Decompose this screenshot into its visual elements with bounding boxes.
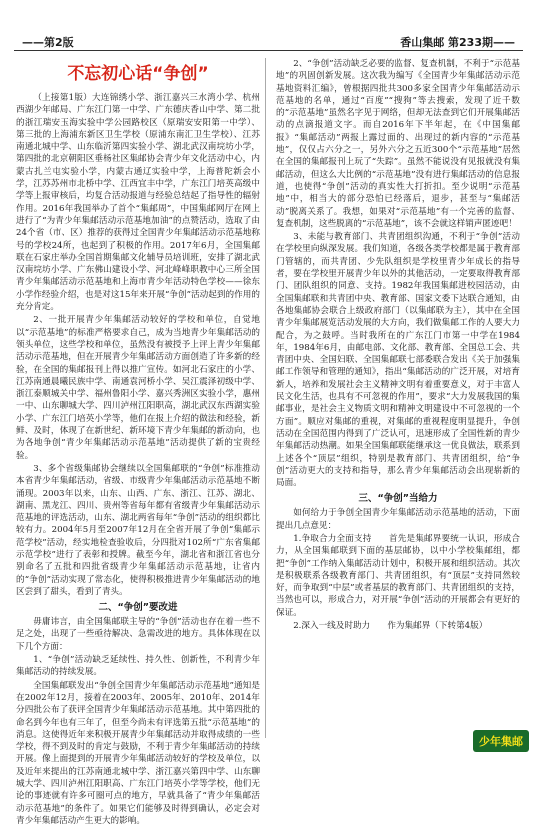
paragraph: （上接第1版）大连锦绣小学、浙江嘉兴三水湾小学、杭州西湖少年邮局、广东江门第一中学、广东德庆香山中学、第二批的浙江瑞安玉海实验中学公园路校区（原瑞安安阳第一中学）、第三批的上海浦东新区卫生学校（原浦东南汇卫生学校）、江苏南通北城中学、山东临沂第四实验小学、湖北武汉南垸坊小学，第四批的北京朝阳区垂杨社区集邮协会青少年文化活动中心，内蒙古扎兰屯实验小学，内蒙古通辽实验中学，上海普陀新会小学，江苏苏州市北桥中学、江西宜丰中学，广东江门培英高级中学等上报审核后，均复合活动报道与经验总结起了指导性的辐射作用。2016年我国举办了首个“集邮周”，中国集邮网厅在网上进行了“为青少年集邮活动示范基地加油”的点赞活动，选取了由24个省（市、区）推荐的获得过全国青少年集邮活动示范基地称号的学校24所，也起到了积极的作用。2017年6月，全国集邮联在石家庄举办全国首期集邮文化辅导员培训班，安排了湖北武汉南垸坊小学、广东佛山建设小学、河北峰峰职教中心三所全国青少年集邮活动示范基地和上海市青少年活动特色学校——徐东小学作经验介绍，也是对这15年来开展“争创”活动起到的作用的充分肯定。	[16, 93, 260, 313]
header-rule	[14, 50, 523, 51]
section-heading: 三、“争创”当给力	[358, 493, 438, 505]
paragraph: 毋庸讳言，由全国集邮联主导的“争创”活动也存在着一些不足之处，出现了一些亟待解决、急需改进的地方。具体体现在以下几个方面：	[16, 617, 260, 652]
publication-logo: 少年集邮	[473, 730, 529, 752]
left-column	[16, 58, 260, 828]
paragraph: 全国集邮联发出“争创全国青少年集邮活动示范基地”通知是在2002年12月，接着在2003年、2005年、2010年、2014年分四批公布了获评全国青少年集邮活动示范基地。其中第四批的命名到今年也有三年了，但至今尚未有评选第五批“示范基地”的消息。这使得近年来积极开展青少年集邮活动并取得成绩的一些学校，得不到及时的肯定与鼓励，不利于青少年集邮活动的持续开展。像上面提到的开展青少年集邮活动较好的学校及单位，以及近年来提出的江苏南通北城中学、浙江嘉兴第四中学、山东聊城大学、四川泸州江阳职高、广东江门培英小学等学校，他们无论的事迹就有许多可圈可点的地方，早就具备了“青少年集邮活动示范基地”的条件了。如果它们能够及时得到确认，必定会对青少年集邮活动产生更大的影响。	[16, 680, 260, 826]
page-header	[0, 0, 537, 56]
paragraph: 2.深入一线及时助力 作为集邮界（下转第4版）	[293, 621, 488, 632]
paragraph: 3、多个省级集邮协会继续以全国集邮联的“争创”标准推动本省青少年集邮活动，省级、市级青少年集邮活动示范基地不断涌现。2003年以来，山东、山西、广东、浙江、江苏、湖北、湖南、黑龙江、四川、贵州等省每年都有省级青少年集邮活动示范基地的评选活动，山东、湖北两省每年“争创”活动的组织都比较有力。2004年5月至2007年12月在全省开展了争创“集邮示范学校”活动，经实地检查验收后，分四批对102所“广东省集邮示范学校”进行了表彰和授牌。截至今年，湖北省和浙江省也分别命名了五批和四批省级青少年集邮活动示范基地，让省内的“争创”活动实现了常态化，使得积极推进青少年集邮活动的地区尝到了甜头，看到了青头。	[16, 463, 260, 597]
article-title: 不忘初心话“争创”	[67, 64, 209, 84]
paragraph: 2、“争创”活动缺乏必要的监督、复查机制，不利于“示范基地”的巩固创新发展。这次我为编写《全国青少年集邮活动示范基地资料汇编》，曾根据四批共300多家全国青少年集邮活动示范基地的名单，通过“百度”“搜狗”等去搜索，发现了近千数的“示范基地”虽然名字见于网络，但却无法查到它们开展集邮活动的点滴报道文字。而自2016年下半年起，在《中国集邮报》“集邮活动”两报上露过面的、出现过的新内容的“示范基地”，仅仅占六分之一，另外六分之五近300个“示范基地”居然在全国的集邮报刊上玩了“失踪”。虽然不能说没有见报就没有集邮活动，但这么大比例的“示范基地”没有进行集邮活动的信息报道，也使得“争创”活动的真实性大打折扣。至少说明“示范基地”中，相当大的部分恐怕已经落后，退步，甚至与“集邮活动”脱离关系了。我想，如果对“示范基地”有一个完善的监督、复查机制，这些脱离的“示范基地”，该不会就这样销声匿迹吧！	[276, 59, 520, 229]
page-number: ——第2版	[22, 36, 74, 49]
paragraph: 1、“争创”活动缺乏延续性、持久性、创新性，不利青少年集邮活动的持续发展。	[16, 655, 260, 678]
paragraph: 3、未能与教育部门、共青团组织沟通，不利于“争创”活动在学校里向纵深发展。我们知道，各级各类学校都是属于教育部门管辖的，而共青团、少先队组织是学校里青少年成长的指导者，要在学校里开展青少年以外的其他活动，一定要取得教育部门、团队组织的同意、支持。1982年我国集邮进校园活动，由全国集邮联和共青团中央、教育部、国家文委下达联合通知，由各地集邮协会联合上级政府部门（以集邮联为主），其中在全国青少年集邮展览活动发展的大方向，我们做集邮工作的人要大力配合，为之鼓呼。当时我所在的广东江门市第一中学在1984年，1984年6月，由邮电部、文化部、教育部、全国总工会、共青团中央、全国妇联、全国集邮联七部委联合发出《关于加强集邮工作领导和管理的通知》，指出“集邮活动的广泛开展，对培育新人，培养和发展社会主义精神文明有着重要意义，对于丰富人民文化生活，也具有不可忽视的作用”，要求“大力发展我国的集邮事业，是社会主义物质文明和精神文明建设中不可忽视的一个方面”。顺应对集邮的重视，对集邮的重视程度明显提升，争创活动在全国范围内得到了广泛认可，迅速形成了全国性新的青少年集邮活动热潮。如果全国集邮联能继承这一优良做法，联系到上述各个“顶层”组织，特别是教育部门、共青团组织，给“争创”活动更大的支持和指导，那么青少年集邮活动会出现崭新的局面。	[276, 232, 520, 489]
paragraph: 2、一批开展青少年集邮活动较好的学校和单位，自觉地以“示范基地”的标准严格要求自己，成为当地青少年集邮活动的领头单位，这些学校和单位，虽然没有被授予上评上青少年集邮活动示范基地，但在开展青少年集邮活动方面创造了许多新的经验，在全国的集邮报刊上得以推广宣传。如河北石家庄的小学、江苏南通晨曦民族中学、南通袁河桥小学、吴江震泽初级中学、浙江泰顺城关中学、福州鲁阳小学、嘉兴秀洲区实验小学，惠州一中、山东聊城大学、四川泸州江阳职高，湖北武汉东西湖实验小学、广东江门培英小学等，他们在报上介绍的做法和经验，新鲜、及时，体现了在新世纪、新环境下青少年集邮的新动向，也为各地争创“青少年集邮活动示范基地”活动提供了新的宝贵经验。	[16, 315, 260, 461]
newspaper-issue: 香山集邮 第233期——	[400, 36, 515, 49]
column-divider	[265, 58, 266, 738]
section-heading: 二、“争创”要改进	[98, 602, 178, 614]
paragraph: 如何给力于争创全国青少年集邮活动示范基地的活动，下面提出几点意见：	[276, 508, 520, 531]
paragraph: 1.争取合力全面支持 首先是集邮界要统一认识，形成合力，从全国集邮联到下面的基层邮协，以中小学校集邮组，都把“争创”工作纳入集邮活动计划中，积极开展和组织活动。其次是积极联系各级教育部门、共青团组织，有“顶层”支持同然较好，而争取到“中层”或者基层的教育部门、共青团组织的支持，当然也可以，形成合力，对开展“争创”活动的开展都会有更好的保证。	[276, 533, 520, 618]
right-column	[276, 58, 520, 633]
